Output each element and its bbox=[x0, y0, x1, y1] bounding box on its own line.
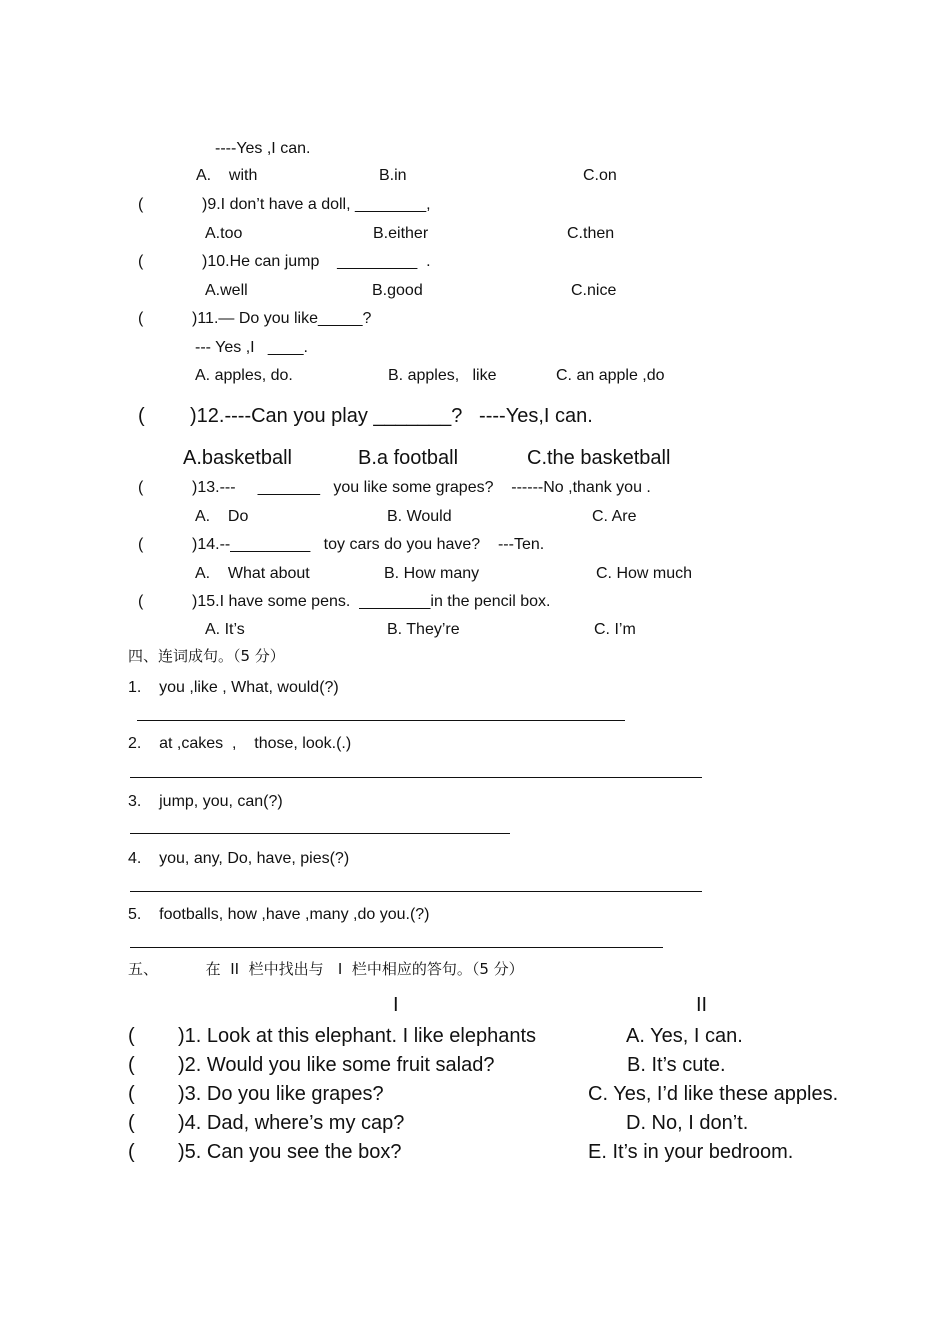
q15-option-c[interactable]: C. I’m bbox=[594, 621, 636, 638]
q10-question: )10.He can jump _________ . bbox=[202, 253, 431, 270]
q10-paren: ( bbox=[138, 253, 144, 270]
q8-option-a[interactable]: A. with bbox=[196, 167, 258, 184]
q8-option-c[interactable]: C.on bbox=[583, 167, 617, 184]
q13-option-b[interactable]: B. Would bbox=[387, 508, 452, 525]
match-paren-1: ( bbox=[128, 1025, 135, 1047]
match-question-4: )4. Dad, where’s my cap? bbox=[178, 1112, 405, 1134]
match-paren-4: ( bbox=[128, 1112, 135, 1134]
match-question-3: )3. Do you like grapes? bbox=[178, 1083, 384, 1105]
q15-option-b[interactable]: B. They’re bbox=[387, 621, 460, 638]
answer-line-3[interactable] bbox=[130, 833, 510, 834]
section5-heading: 五、 在 II 栏中找出与 I 栏中相应的答句。（5 分） bbox=[128, 960, 524, 978]
q11-question: )11.— Do you like_____? bbox=[192, 310, 372, 327]
q11-option-b[interactable]: B. apples, like bbox=[388, 367, 497, 384]
q9-option-a[interactable]: A.too bbox=[205, 225, 243, 242]
section4-item-3: 3. jump, you, can(?) bbox=[128, 793, 283, 810]
q14-question: )14.--_________ toy cars do you have? ---Ten. bbox=[192, 536, 545, 553]
match-answer-a: A. Yes, I can. bbox=[626, 1025, 743, 1047]
q10-option-a[interactable]: A.well bbox=[205, 282, 248, 299]
q10-option-b[interactable]: B.good bbox=[372, 282, 423, 299]
q12-question: )12.----Can you play _______? ----Yes,I can. bbox=[190, 405, 593, 427]
q13-option-c[interactable]: C. Are bbox=[592, 508, 637, 525]
section4-item-2: 2. at ,cakes , those, look.(.) bbox=[128, 735, 352, 752]
q11-option-a[interactable]: A. apples, do. bbox=[195, 367, 293, 384]
match-paren-3: ( bbox=[128, 1083, 135, 1105]
q14-option-c[interactable]: C. How much bbox=[596, 565, 693, 582]
q15-paren: ( bbox=[138, 593, 144, 610]
match-answer-e: E. It’s in your bedroom. bbox=[588, 1141, 794, 1163]
q13-question: )13.--- _______ you like some grapes? ------No ,thank you . bbox=[192, 479, 651, 496]
q9-question: )9.I don’t have a doll, ________, bbox=[202, 196, 431, 213]
answer-line-1[interactable] bbox=[137, 720, 625, 721]
match-paren-5: ( bbox=[128, 1141, 135, 1163]
q8-answer-line: ----Yes ,I can. bbox=[215, 140, 311, 157]
q9-option-b[interactable]: B.either bbox=[373, 225, 429, 242]
q13-paren: ( bbox=[138, 479, 144, 496]
q14-option-b[interactable]: B. How many bbox=[384, 565, 480, 582]
q9-option-c[interactable]: C.then bbox=[567, 225, 615, 242]
q12-option-b[interactable]: B.a football bbox=[358, 447, 459, 469]
q8-option-b[interactable]: B.in bbox=[379, 167, 407, 184]
q12-option-a[interactable]: A.basketball bbox=[183, 447, 292, 469]
section4-item-5: 5. footballs, how ,have ,many ,do you.(?) bbox=[128, 906, 430, 923]
q14-paren: ( bbox=[138, 536, 144, 553]
match-answer-b: B. It’s cute. bbox=[627, 1054, 726, 1076]
q11-paren: ( bbox=[138, 310, 144, 327]
q12-option-c[interactable]: C.the basketball bbox=[527, 447, 671, 469]
q10-option-c[interactable]: C.nice bbox=[571, 282, 617, 299]
answer-line-5[interactable] bbox=[130, 947, 663, 948]
match-question-5: )5. Can you see the box? bbox=[178, 1141, 402, 1163]
q15-question: )15.I have some pens. ________in the pencil box. bbox=[192, 593, 551, 610]
match-paren-2: ( bbox=[128, 1054, 135, 1076]
section4-item-1: 1. you ,like , What, would(?) bbox=[128, 679, 339, 696]
q11-option-c[interactable]: C. an apple ,do bbox=[556, 367, 665, 384]
q14-option-a[interactable]: A. What about bbox=[195, 565, 310, 582]
q15-option-a[interactable]: A. It’s bbox=[205, 621, 245, 638]
answer-line-2[interactable] bbox=[130, 777, 702, 778]
q13-option-a[interactable]: A. Do bbox=[195, 508, 249, 525]
q12-paren: ( bbox=[138, 405, 145, 427]
answer-line-4[interactable] bbox=[130, 891, 702, 892]
q9-paren: ( bbox=[138, 196, 144, 213]
match-question-1: )1. Look at this elephant. I like elephants bbox=[178, 1025, 537, 1047]
q11-answer-line: --- Yes ,I ____. bbox=[195, 339, 308, 356]
match-answer-d: D. No, I don’t. bbox=[626, 1112, 749, 1134]
section5-col1-header: I bbox=[393, 994, 399, 1016]
match-answer-c: C. Yes, I’d like these apples. bbox=[588, 1083, 839, 1105]
section4-item-4: 4. you, any, Do, have, pies(?) bbox=[128, 850, 350, 867]
section5-col2-header: II bbox=[696, 994, 708, 1016]
section4-heading: 四、连词成句。（5 分） bbox=[128, 647, 285, 665]
match-question-2: )2. Would you like some fruit salad? bbox=[178, 1054, 495, 1076]
